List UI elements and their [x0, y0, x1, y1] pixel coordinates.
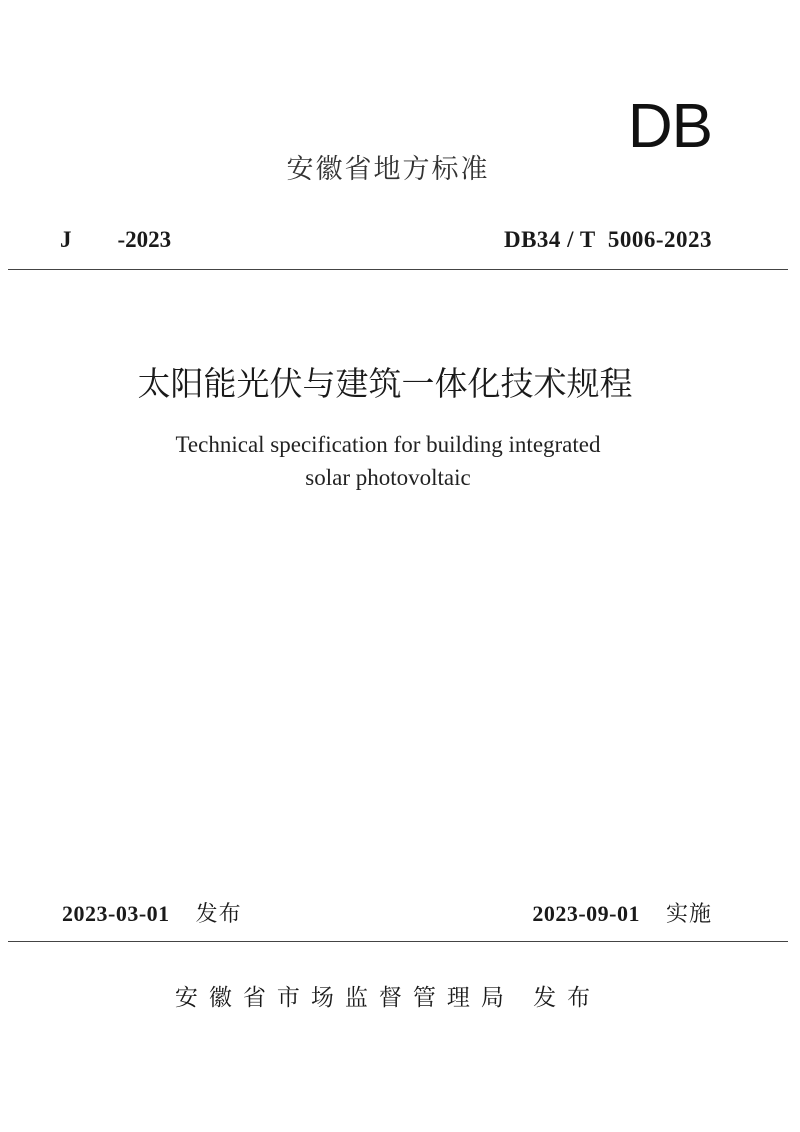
db-logo: DB	[627, 92, 712, 161]
bottom-divider	[8, 941, 788, 942]
publish-block	[62, 898, 242, 931]
publish-date: 2023-03-01	[62, 901, 170, 926]
implement-date: 2023-09-01	[532, 901, 640, 926]
code-row	[60, 224, 712, 256]
top-divider	[8, 269, 788, 270]
publisher: 安徽省市场监督管理局 发布	[174, 985, 602, 1011]
title-english-line-2: solar photovoltaic	[305, 465, 471, 490]
implement-block	[532, 898, 712, 931]
date-row	[62, 898, 712, 930]
title-english-line-1: Technical specification for building integrated	[175, 432, 601, 457]
standard-number: DB34 / T 5006-2023	[503, 227, 712, 252]
standard-type: 安徽省地方标准	[286, 154, 490, 185]
implement-label: 实施	[665, 902, 712, 927]
publish-label: 发布	[195, 902, 242, 927]
title-english	[0, 428, 776, 494]
filing-code: J -2023	[60, 227, 172, 252]
title-chinese: 太阳能光伏与建筑一体化技术规程	[137, 364, 633, 403]
